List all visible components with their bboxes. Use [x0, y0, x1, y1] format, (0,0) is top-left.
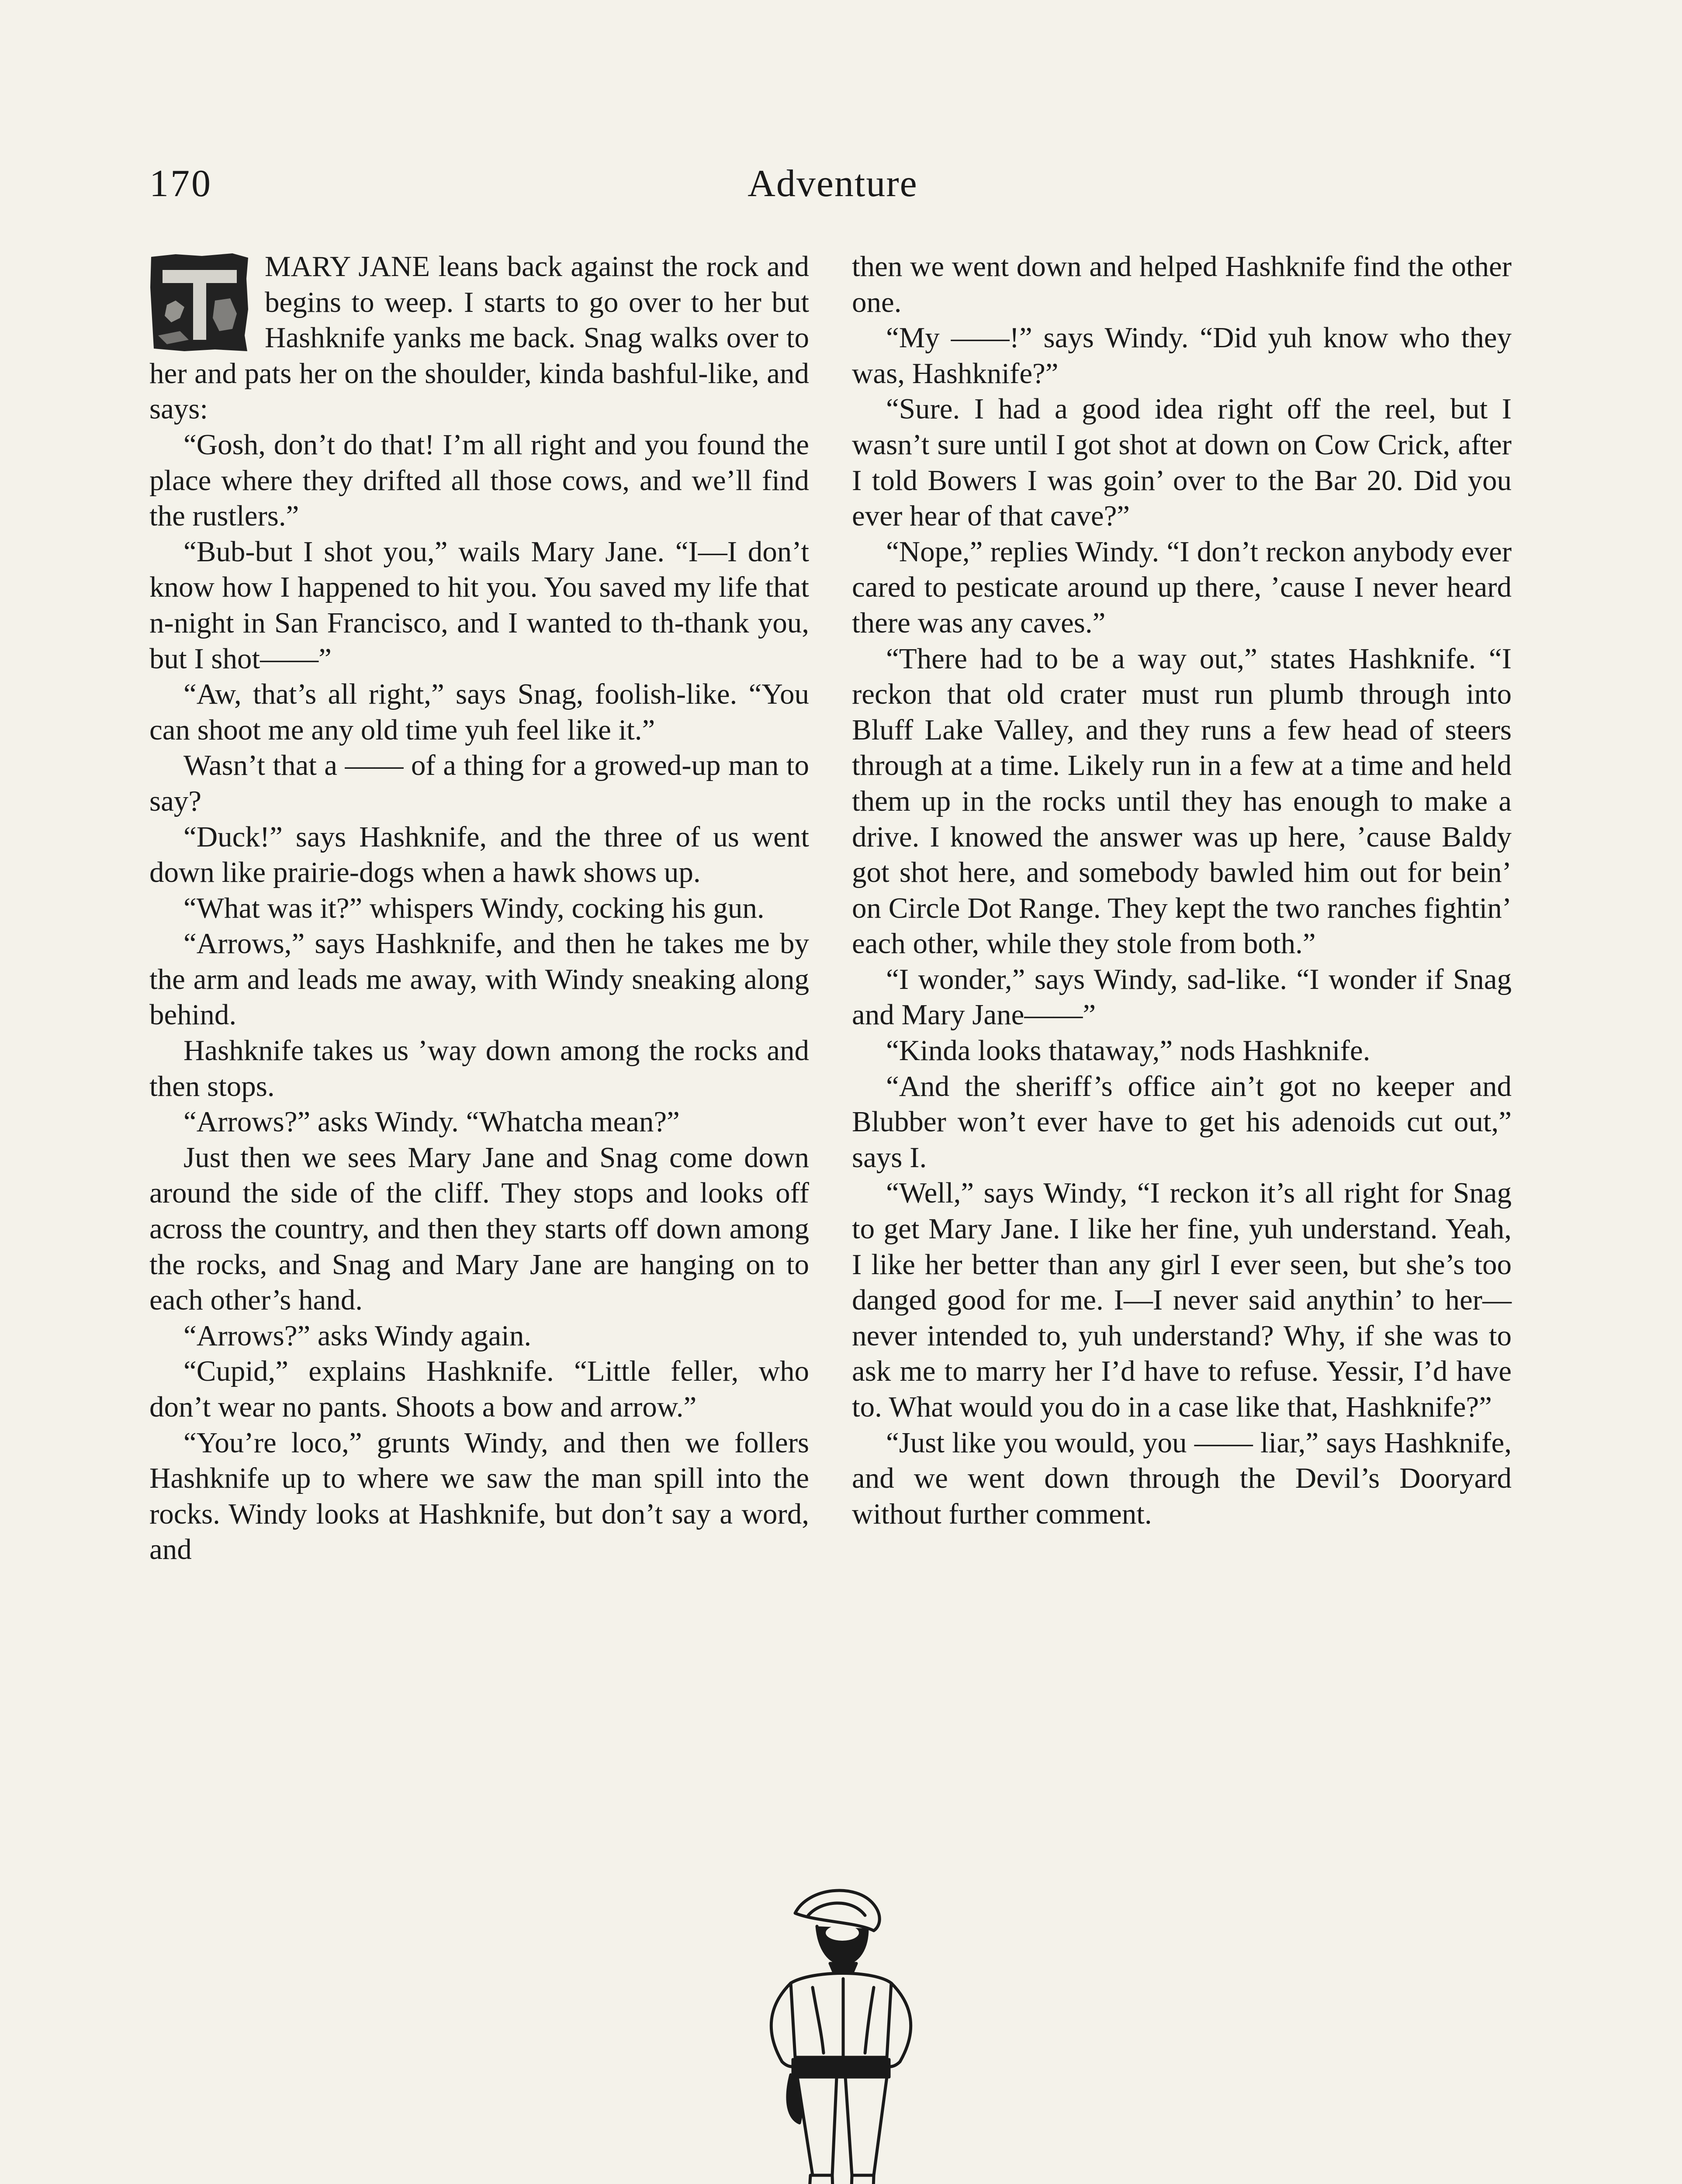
cowboy-illustration-icon: [743, 1874, 935, 2184]
left-column: [149, 249, 809, 1568]
paragraph: “Duck!” says Hashknife, and the three of us went down like prairie-dogs when a hawk shows up.: [149, 820, 809, 889]
page-number: 170: [149, 162, 212, 205]
paragraph: “Well,” says Windy, “I reckon it’s all right for Snag to get Mary Jane. I like her fine, yuh understand. Yeah, I like her better than any girl I ever seen, but she’s too danged good for me. I—I never said anythin’ to her—never intended to, yuh understand? Why, if she was to ask me to marry her I’d have to refuse. Yessir, I’d have to. What would you do in a case like that, Hashknife?”: [852, 1177, 1512, 1423]
paragraph: “Nope,” replies Windy. “I don’t reckon anybody ever cared to pesticate around up there, ’cause I never heard there was any caves.”: [852, 535, 1512, 639]
paragraph: “I wonder,” says Windy, sad-like. “I wonder if Snag and Mary Jane——”: [852, 963, 1512, 1031]
paragraph: “Kinda looks thataway,” nods Hashknife.: [886, 1034, 1371, 1067]
paragraph: “Arrows?” asks Windy. “Whatcha mean?”: [183, 1106, 680, 1138]
paragraph: “What was it?” whispers Windy, cocking his gun.: [183, 892, 765, 924]
paragraph: “Bub-but I shot you,” wails Mary Jane. “I—I don’t know how I happened to hit you. You saved my life that n-night in San Francisco, and I wanted to th-thank you, but I shot——”: [149, 535, 809, 675]
paragraph: MARY JANE leans back against the rock and begins to weep. I starts to go over to her but Hashknife yanks me back. Snag walks over to her and pats her on the shoulder, kinda bashful-like, and says:: [149, 250, 809, 425]
paragraph: Hashknife takes us ’way down among the rocks and then stops.: [149, 1034, 809, 1102]
dropcap-image-icon: [149, 252, 250, 353]
paragraph: Just then we sees Mary Jane and Snag come down around the side of the cliff. They stops and looks off across the country, and then they starts off down among the rocks, and Snag and Mary Jane are hanging on to each other’s hand.: [149, 1141, 809, 1317]
paragraph: “You’re loco,” grunts Windy, and then we follers Hashknife up to where we saw the man spill into the rocks. Windy looks at Hashknife, but don’t say a word, and: [149, 1426, 809, 1566]
paragraph: “Arrows,” says Hashknife, and then he takes me by the arm and leads me away, with Windy sneaking along behind.: [149, 927, 809, 1031]
paragraph: “And the sheriff’s office ain’t got no keeper and Blubber won’t ever have to get his adenoids cut out,” says I.: [852, 1070, 1512, 1174]
page-header: [149, 162, 1516, 214]
paragraph: “Aw, that’s all right,” says Snag, foolish-like. “You can shoot me any old time yuh feel like it.”: [149, 678, 809, 746]
paragraph: “Arrows?” asks Windy again.: [183, 1319, 532, 1352]
paragraph: “Cupid,” explains Hashknife. “Little feller, who don’t wear no pants. Shoots a bow and arrow.”: [149, 1355, 809, 1423]
running-title: Adventure: [748, 162, 918, 205]
paragraph: then we went down and helped Hashknife find the other one.: [852, 250, 1512, 318]
paragraph: “There had to be a way out,” states Hashknife. “I reckon that old crater must run plumb through into Bluff Lake Valley, and they runs a few head of steers through at a time. Likely run in a few at a time and held them up in the rocks until they has enough to make a drive. I knowed the answer was up here, ’cause Baldy got shot here, and somebody bawled him out for bein’ on Circle Dot Range. They kept the two ranches fightin’ each other, while they stole from both.”: [852, 642, 1512, 960]
paragraph: “Sure. I had a good idea right off the reel, but I wasn’t sure until I got shot at down on Cow Crick, after I told Bowers I was goin’ over to the Bar 20. Did you ever hear of that cave?”: [852, 393, 1512, 532]
paragraph: “Just like you would, you —— liar,” says Hashknife, and we went down through the Devil’s Dooryard without further comment.: [852, 1426, 1512, 1530]
paragraph: “Gosh, don’t do that! I’m all right and you found the place where they drifted all those cows, and we’ll find the rustlers.”: [149, 428, 809, 532]
right-column: [852, 249, 1512, 1532]
paragraph: “My ——!” says Windy. “Did yuh know who they was, Hashknife?”: [852, 321, 1512, 390]
paragraph: Wasn’t that a —— of a thing for a growed-up man to say?: [149, 749, 809, 817]
